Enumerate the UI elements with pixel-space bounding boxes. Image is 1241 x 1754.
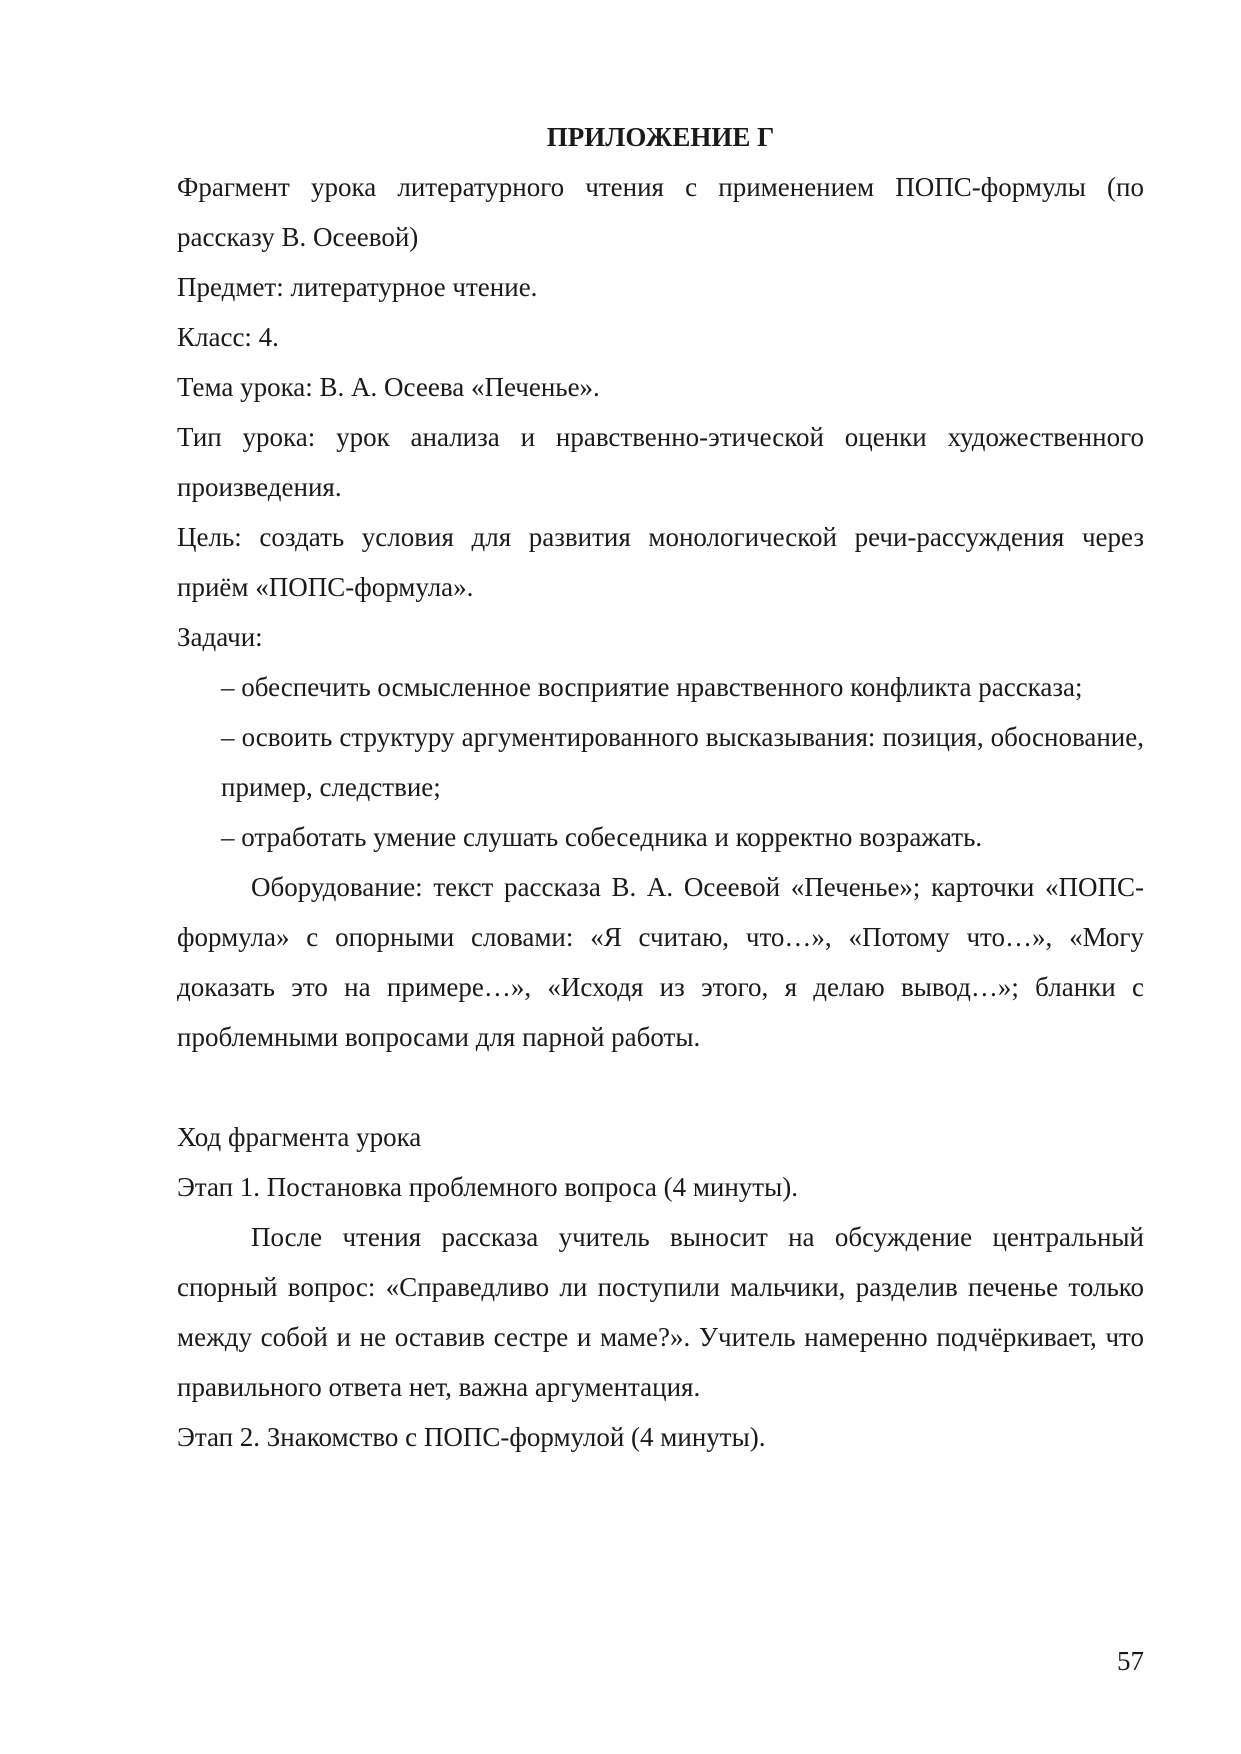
lesson-type-paragraph: Тип урока: урок анализа и нравственно-этической оценки художественного произведения.	[177, 422, 1144, 502]
task-item: – освоить структуру аргументированного высказывания: позиция, обоснование, пример, следствие;	[221, 722, 1144, 802]
intro-paragraph: Фрагмент урока литературного чтения с применением ПОПС-формулы (по рассказу В. Осеевой)	[177, 172, 1144, 252]
page-content	[177, 112, 1144, 1462]
spacer	[177, 1062, 1144, 1112]
progress-heading: Ход фрагмента урока	[177, 1122, 422, 1152]
task-item: – обеспечить осмысленное восприятие нравственного конфликта рассказа;	[221, 672, 1083, 702]
topic-line: Тема урока: В. А. Осеева «Печенье».	[177, 372, 600, 402]
subject-line: Предмет: литературное чтение.	[177, 272, 538, 302]
page-number: 57	[1117, 1646, 1144, 1676]
tasks-label: Задачи:	[177, 622, 263, 652]
equipment-paragraph: Оборудование: текст рассказа В. А. Осеевой «Печенье»; карточки «ПОПС-формула» с опорными словами: «Я считаю, что…», «Потому что…», «Могу доказать это на примере…», «Исходя из этого, я делаю вывод…»; бланки с проблемными вопросами для парной работы.	[177, 872, 1144, 1052]
task-item: – отработать умение слушать собеседника и корректно возражать.	[221, 822, 983, 852]
stage-1-heading: Этап 1. Постановка проблемного вопроса (4 минуты).	[177, 1172, 798, 1202]
goal-paragraph: Цель: создать условия для развития монологической речи-рассуждения через приём «ПОПС-формула».	[177, 522, 1144, 602]
stage-2-heading: Этап 2. Знакомство с ПОПС-формулой (4 минуты).	[177, 1422, 766, 1452]
appendix-title: ПРИЛОЖЕНИЕ Г	[546, 122, 775, 152]
grade-line: Класс: 4.	[177, 322, 279, 352]
stage-1-paragraph: После чтения рассказа учитель выносит на обсуждение центральный спорный вопрос: «Справедливо ли поступили мальчики, разделив печенье только между собой и не оставив сестре и маме?». Учитель намеренно подчёркивает, что правильного ответа нет, важна аргументация.	[177, 1222, 1144, 1402]
